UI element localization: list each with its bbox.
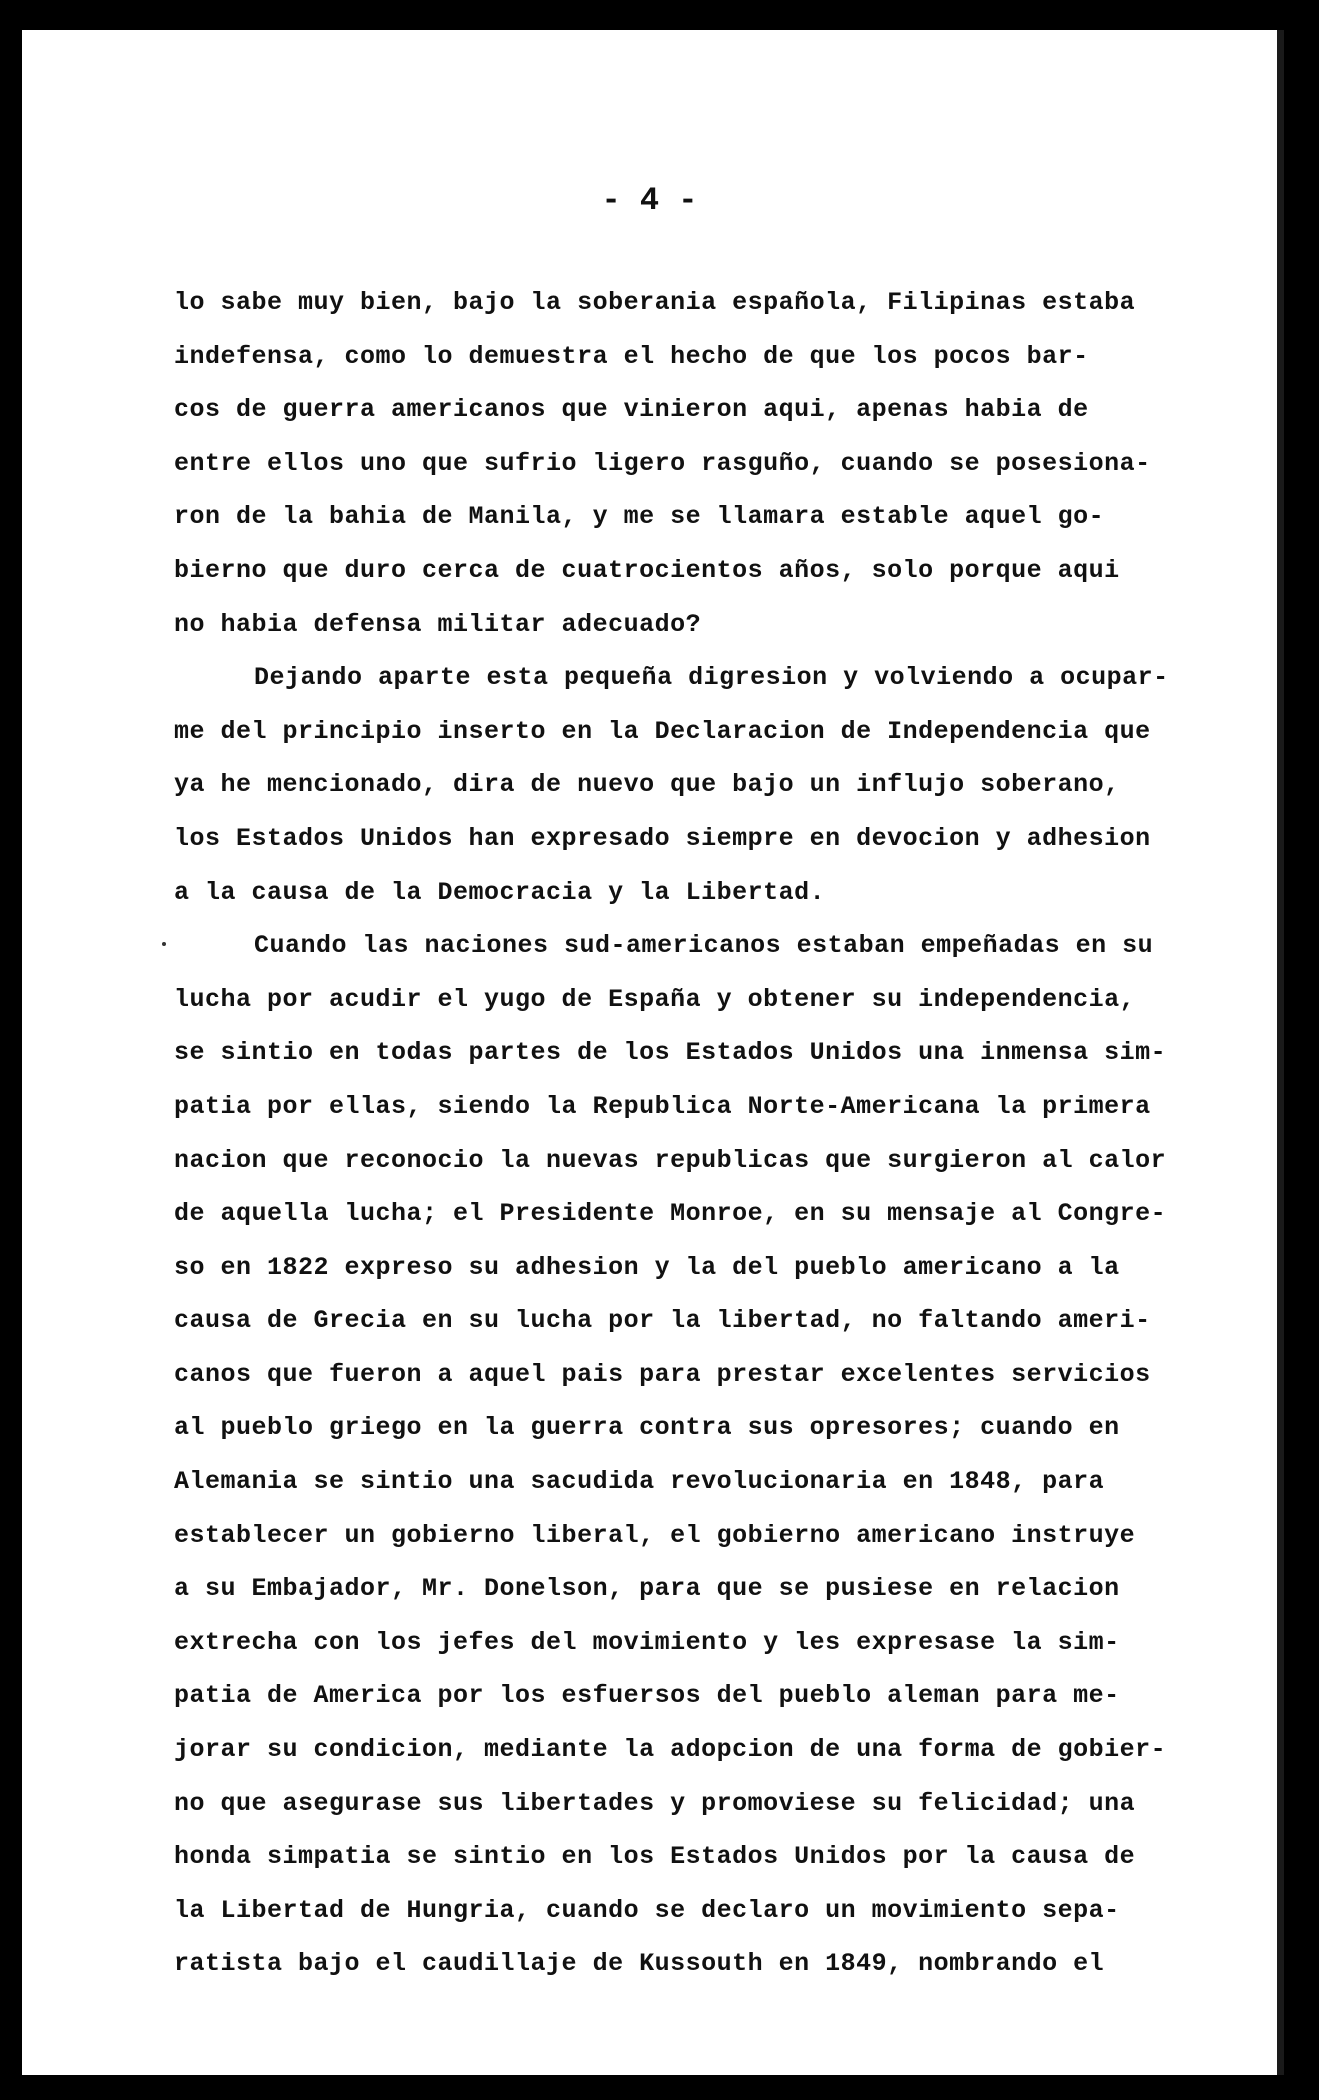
text-line: se sintio en todas partes de los Estados Unidos una inmensa sim- [174, 1038, 1167, 1068]
text-line: no que asegurase sus libertades y promoviese su felicidad; una [174, 1788, 1136, 1818]
text-line: a su Embajador, Mr. Donelson, para que se pusiese en relacion [174, 1574, 1120, 1604]
text-line: entre ellos uno que sufrio ligero rasguño, cuando se posesiona- [174, 448, 1151, 478]
text-line: ron de la bahia de Manila, y me se llamara estable aquel go- [174, 502, 1105, 532]
text-line: jorar su condicion, mediante la adopcion de una forma de gobier- [174, 1735, 1167, 1765]
text-line: canos que fueron a aquel pais para prestar excelentes servicios [174, 1359, 1151, 1389]
body-text [174, 276, 1194, 1991]
text-line: al pueblo griego en la guerra contra sus opresores; cuando en [174, 1413, 1120, 1443]
text-line: honda simpatia se sintio en los Estados Unidos por la causa de [174, 1842, 1136, 1872]
document-page [22, 30, 1284, 2075]
text-line: de aquella lucha; el Presidente Monroe, en su mensaje al Congre- [174, 1199, 1167, 1229]
text-line: ya he mencionado, dira de nuevo que bajo un influjo soberano, [174, 770, 1120, 800]
page-number: - 4 - [601, 182, 698, 219]
text-line: Dejando aparte esta pequeña digresion y volviendo a ocupar- [254, 663, 1169, 693]
text-line: cos de guerra americanos que vinieron aqui, apenas habia de [174, 395, 1089, 425]
text-line: patia por ellas, siendo la Republica Norte-Americana la primera [174, 1091, 1151, 1121]
text-line: a la causa de la Democracia y la Libertad. [174, 877, 826, 907]
text-line: establecer un gobierno liberal, el gobierno americano instruye [174, 1520, 1136, 1550]
text-line: no habia defensa militar adecuado? [174, 609, 702, 639]
text-line: indefensa, como lo demuestra el hecho de que los pocos bar- [174, 341, 1089, 371]
text-line: los Estados Unidos han expresado siempre en devocion y adhesion [174, 823, 1151, 853]
text-line: extrecha con los jefes del movimiento y les expresase la sim- [174, 1627, 1120, 1657]
text-line: causa de Grecia en su lucha por la libertad, no faltando ameri- [174, 1306, 1151, 1336]
text-line: la Libertad de Hungria, cuando se declaro un movimiento sepa- [174, 1895, 1120, 1925]
text-line: lucha por acudir el yugo de España y obtener su independencia, [174, 984, 1136, 1014]
text-line: nacion que reconocio la nuevas republicas que surgieron al calor [174, 1145, 1167, 1175]
text-line: ratista bajo el caudillaje de Kussouth en 1849, nombrando el [174, 1949, 1105, 1979]
text-line: lo sabe muy bien, bajo la soberania española, Filipinas estaba [174, 288, 1136, 317]
text-line: Alemania se sintio una sacudida revolucionaria en 1848, para [174, 1467, 1105, 1497]
text-line: bierno que duro cerca de cuatrocientos años, solo porque aqui [174, 555, 1120, 585]
margin-mark [162, 942, 166, 946]
text-line: me del principio inserto en la Declaracion de Independencia que [174, 716, 1151, 746]
text-line: patia de America por los esfuersos del pueblo aleman para me- [174, 1681, 1120, 1711]
text-line: so en 1822 expreso su adhesion y la del pueblo americano a la [174, 1252, 1120, 1282]
text-line: Cuando las naciones sud-americanos estaban empeñadas en su [254, 931, 1154, 961]
